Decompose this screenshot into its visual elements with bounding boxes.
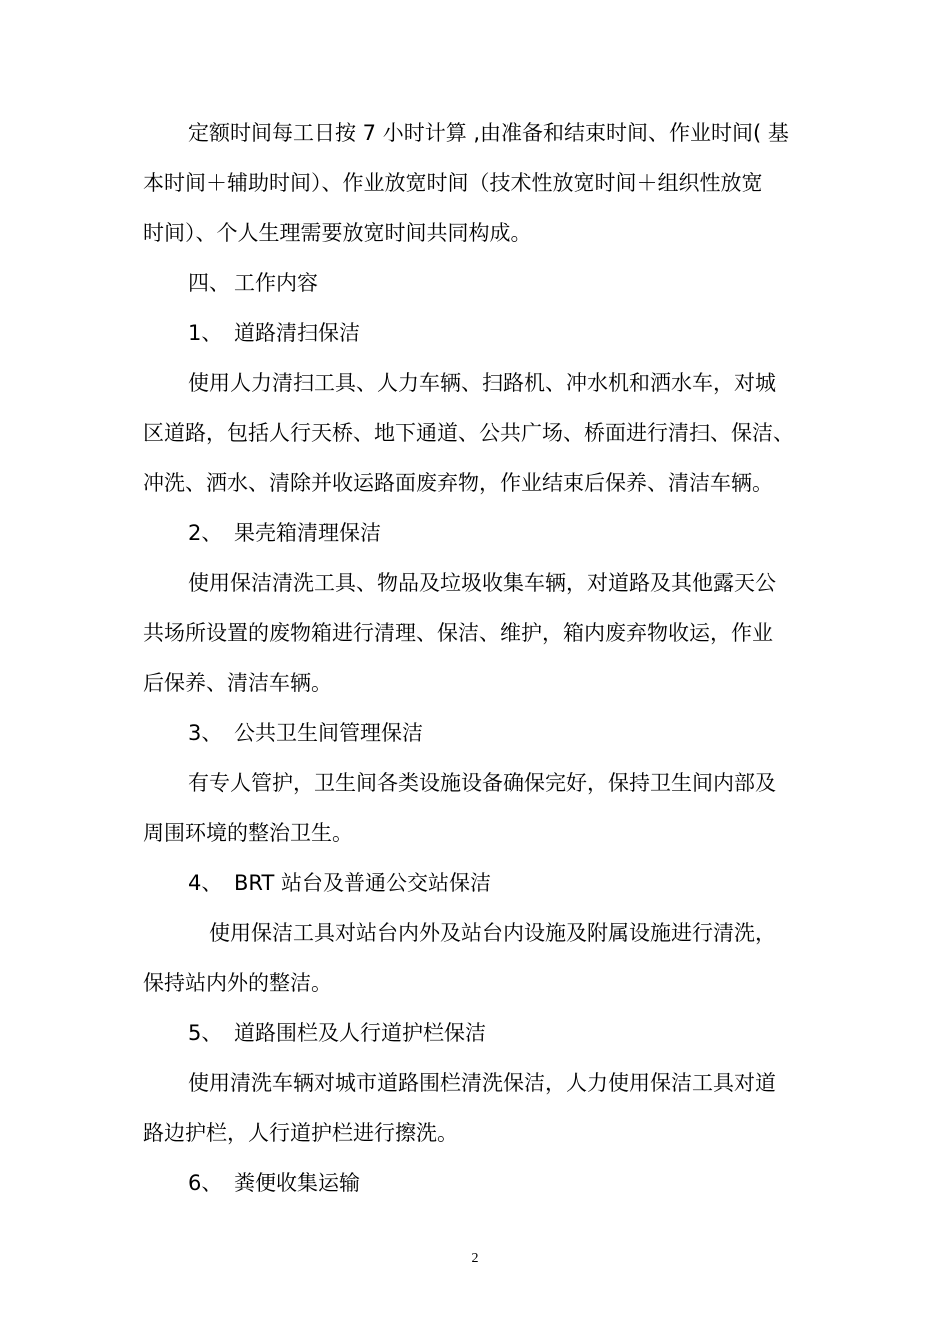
item-heading	[188, 868, 813, 898]
item-number: 6、	[188, 1171, 223, 1195]
paragraph-line: 路边护栏，人行道护栏进行擦洗。	[143, 1121, 458, 1145]
item-number: 5、	[188, 1021, 223, 1045]
paragraph-line: 冲洗、洒水、清除并收运路面废弃物，作业结束后保养、清洁车辆。	[143, 471, 773, 495]
paragraph-line: 使用清洗车辆对城市道路围栏清洗保洁，人力使用保洁工具对道	[188, 1071, 776, 1095]
item-title: 道路围栏及人行道护栏保洁	[234, 1021, 486, 1045]
item-title: 公共卫生间管理保洁	[234, 721, 423, 745]
paragraph-line: 周围环境的整治卫生。	[143, 821, 353, 845]
section-title: 工作内容	[234, 271, 318, 295]
paragraph-line: 定额时间每工日按 7 小时计算 ,由准备和结束时间、作业时间( 基	[188, 121, 789, 145]
item-title: 道路清扫保洁	[234, 321, 360, 345]
item-heading	[188, 1168, 813, 1198]
item-title: 粪便收集运输	[234, 1171, 360, 1195]
paragraph-line: 时间）、个人生理需要放宽时间共同构成。	[143, 221, 532, 245]
item-title: BRT 站台及普通公交站保洁	[234, 871, 491, 895]
item-heading	[188, 518, 813, 548]
paragraph-line: 共场所设置的废物箱进行清理、保洁、维护，箱内废弃物收运，作业	[143, 621, 773, 645]
paragraph-line: 保持站内外的整洁。	[143, 971, 332, 995]
item-heading	[188, 318, 813, 348]
paragraph-line: 使用人力清扫工具、人力车辆、扫路机、冲水机和洒水车，对城	[188, 371, 776, 395]
item-heading	[188, 1018, 813, 1048]
item-title: 果壳箱清理保洁	[234, 521, 381, 545]
paragraph-line: 后保养、清洁车辆。	[143, 671, 332, 695]
section-number: 四、	[188, 271, 230, 295]
item-number: 2、	[188, 521, 223, 545]
paragraph-line: 区道路，包括人行天桥、地下通道、公共广场、桥面进行清扫、保洁、	[143, 421, 794, 445]
paragraph-line: 本时间＋辅助时间）、作业放宽时间（技术性放宽时间＋组织性放宽	[143, 171, 763, 195]
page-number: 2	[471, 1251, 479, 1266]
item-number: 3、	[188, 721, 223, 745]
item-number: 4、	[188, 871, 223, 895]
paragraph-line: 使用保洁工具对站台内外及站台内设施及附属设施进行清洗，	[209, 921, 776, 945]
paragraph-line: 有专人管护，卫生间各类设施设备确保完好，保持卫生间内部及	[188, 771, 776, 795]
section-heading	[188, 268, 813, 298]
item-heading	[188, 718, 813, 748]
item-number: 1、	[188, 321, 223, 345]
paragraph-line: 使用保洁清洗工具、物品及垃圾收集车辆，对道路及其他露天公	[188, 571, 776, 595]
